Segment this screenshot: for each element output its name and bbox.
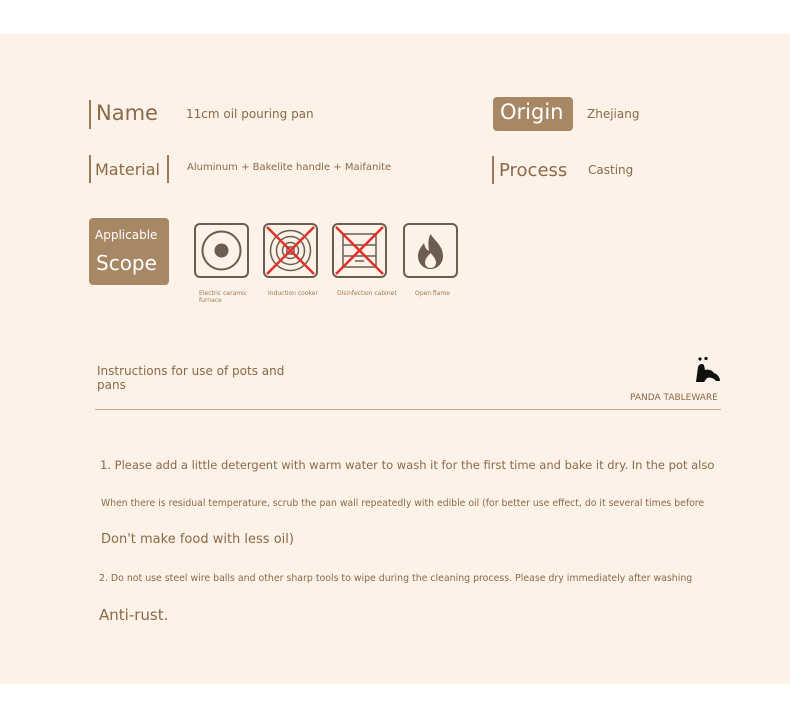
brand-name: PANDA TABLEWARE xyxy=(630,393,718,403)
disinfection-cabinet-caption: Disinfection cabinet xyxy=(337,290,397,297)
electric-ceramic-caption: Electric ceramic furnace xyxy=(199,290,248,304)
process-divider xyxy=(492,156,494,184)
origin-label: Origin xyxy=(500,100,564,124)
scope-badge-line1: Applicable xyxy=(95,228,158,242)
product-info-panel xyxy=(0,34,790,684)
name-divider xyxy=(89,100,91,129)
material-label: Material xyxy=(95,160,160,179)
instruction-line-2: When there is residual temperature, scrub the pan wall repeatedly with edible oil (for better use effect, do it several times before xyxy=(101,498,705,509)
open-flame-caption: Open flame xyxy=(415,290,450,297)
instruction-line-4: 2. Do not use steel wire balls and other sharp tools to wipe during the cleaning process. Please dry immediately after washing xyxy=(99,573,693,584)
electric-ceramic-stove-icon xyxy=(194,223,249,278)
name-label: Name xyxy=(96,101,158,125)
process-value: Casting xyxy=(588,163,634,177)
process-label: Process xyxy=(499,160,568,181)
origin-badge xyxy=(493,97,573,131)
material-value: Aluminum + Bakelite handle + Maifanite xyxy=(187,162,392,173)
instruction-line-1: 1. Please add a little detergent with warm water to wash it for the first time and bake it dry. In the pot also xyxy=(100,458,715,472)
instruction-line-5: Anti-rust. xyxy=(99,606,169,624)
name-value: 11cm oil pouring pan xyxy=(186,107,314,121)
origin-value: Zhejiang xyxy=(587,107,640,121)
induction-cooker-caption: Induction cooker xyxy=(268,290,318,297)
applicable-scope-badge xyxy=(89,218,169,285)
scope-badge-line2: Scope xyxy=(96,251,157,275)
panda-logo xyxy=(692,355,722,383)
disinfection-cabinet-icon xyxy=(332,223,387,278)
open-flame-icon xyxy=(403,223,458,278)
material-divider-left xyxy=(89,155,91,183)
instructions-title: Instructions for use of pots and pans xyxy=(97,364,285,392)
induction-cooker-icon xyxy=(263,223,318,278)
section-divider xyxy=(95,409,721,410)
material-divider-right xyxy=(167,155,169,183)
instruction-line-3: Don't make food with less oil) xyxy=(101,532,294,547)
